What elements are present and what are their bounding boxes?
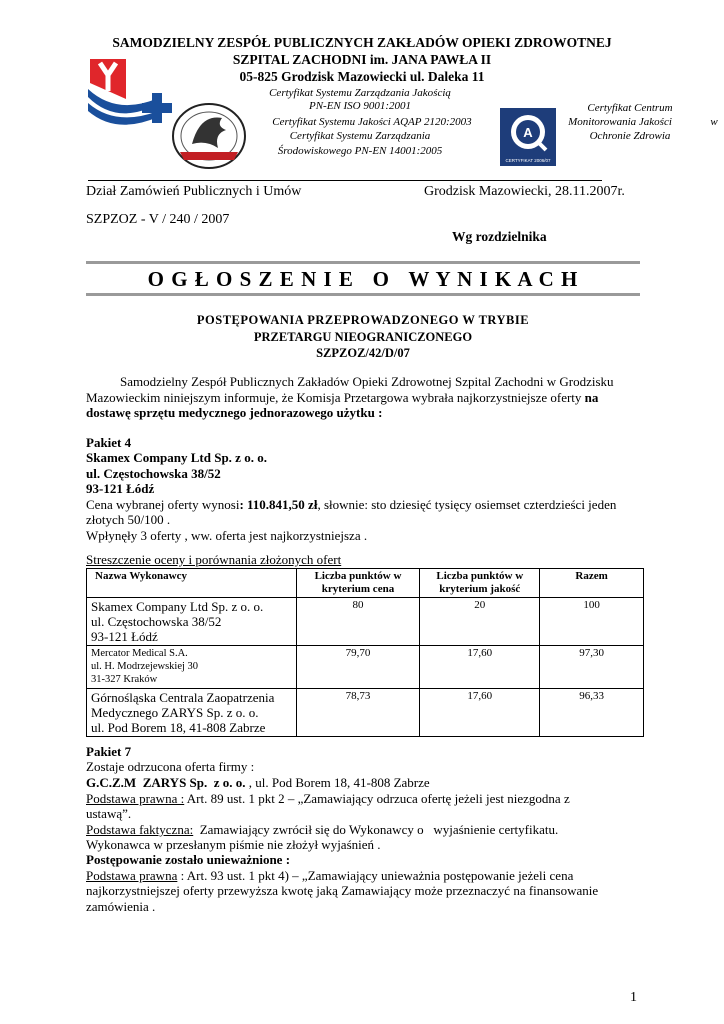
price-points-cell: 80 — [296, 598, 420, 646]
cert-cmj-line-2: Monitorowania Jakości — [568, 116, 672, 128]
cert-iso-9001-line-1: Certyfikat Systemu Zarządzania Jakością — [269, 87, 451, 99]
header-line-1: SAMODZIELNY ZESPÓŁ PUBLICZNYCH ZAKŁADÓW OPIEKI ZDROWOTNEJ — [112, 35, 612, 50]
hospital-logo — [86, 55, 178, 135]
cert-aqap: Certyfikat Systemu Jakości AQAP 2120:2003 — [272, 116, 472, 128]
pkg7-annulled: Postępowanie zostało unieważnione : — [86, 852, 291, 867]
cert-iso-9001-line-2: PN-EN ISO 9001:2001 — [308, 100, 412, 112]
header-price-points: Liczba punktów w kryterium cena — [296, 569, 420, 598]
subtitle-line-2: PRZETARGU NIEOGRANICZONEGO — [253, 330, 473, 344]
pkg7-firm: G.C.Z.M ZARYS Sp. z o. o. , ul. Pod Borem 18, 41-808 Zabrze — [86, 775, 430, 790]
pkg7-annul-legal-basis: Podstawa prawna : Art. 93 ust. 1 pkt 4) – „Zamawiający unieważnia postępowanie jeżeli cena — [86, 868, 574, 883]
page-number: 1 — [630, 990, 637, 1005]
total-cell: 97,30 — [540, 646, 644, 689]
contractor-cell: Górnośląska Centrala Zaopatrzenia Medycznego ZARYS Sp. z o. o. ul. Pod Borem 18, 41-808 Zabrze — [87, 689, 297, 737]
price-points-cell: 78,73 — [296, 689, 420, 737]
header-separator — [88, 180, 602, 181]
subtitle-line-1: POSTĘPOWANIA PRZEPROWADZONEGO W TRYBIE — [196, 313, 530, 327]
pkg7-rejected: Zostaje odrzucona oferta firmy : — [86, 759, 255, 774]
title-rule-top — [86, 261, 640, 264]
header-quality-points: Liczba punktów w kryterium jakość — [420, 569, 540, 598]
header-total: Razem — [540, 569, 644, 598]
quality-points-cell: 20 — [420, 598, 540, 646]
quality-points-cell: 17,60 — [420, 689, 540, 737]
pkg7-legal-basis-2: ustawą”. — [86, 806, 132, 821]
table-row — [87, 689, 644, 737]
cert-cmj-line-2-tail: w — [710, 116, 718, 128]
quality-points-cell: 17,60 — [420, 646, 540, 689]
intro-line-3: dostawę sprzętu medycznego jednorazowego użytku : — [86, 405, 383, 420]
results-table — [86, 568, 644, 737]
pkg4-street: ul. Częstochowska 38/52 — [86, 466, 221, 481]
cmj-certificate-badge — [500, 108, 556, 166]
pkg7-annul-legal-basis-3: zamówienia . — [86, 899, 156, 914]
subtitle-line-3: SZPZOZ/42/D/07 — [316, 346, 410, 360]
pkg7-factual-basis-2: Wykonawca w przesłanym piśmie nie złożył wyjaśnień . — [86, 837, 381, 852]
price-points-cell: 79,70 — [296, 646, 420, 689]
department: Dział Zamówień Publicznych i Umów — [86, 184, 302, 199]
header-line-3: 05-825 Grodzisk Mazowiecki ul. Daleka 11 — [239, 69, 485, 84]
table-caption: Streszczenie oceny i porównania złożonych ofert — [86, 552, 342, 567]
pkg4-title: Pakiet 4 — [86, 435, 132, 450]
pkg4-company: Skamex Company Ltd Sp. z o. o. — [86, 450, 267, 465]
contractor-cell: Skamex Company Ltd Sp. z o. o. ul. Częstochowska 38/52 93-121 Łódź — [87, 598, 297, 646]
cert-env-line-2: Środowiskowego PN-EN 14001:2005 — [277, 145, 443, 157]
cert-cmj-line-3: Ochronie Zdrowia — [589, 130, 671, 142]
intro-line-1: Samodzielny Zespół Publicznych Zakładów Opieki Zdrowotnej Szpital Zachodni w Grodzisku — [120, 374, 614, 389]
pkg4-offers: Wpłynęły 3 oferty , ww. oferta jest najkorzystniejsza . — [86, 528, 368, 543]
pkg4-price-words-2: złotych 50/100 . — [86, 512, 171, 527]
svg-text:A: A — [523, 125, 533, 140]
contractor-cell: Mercator Medical S.A. ul. H. Modrzejewskiej 30 31-327 Kraków — [87, 646, 297, 689]
table-header-row — [87, 569, 644, 598]
pkg7-factual-basis: Podstawa faktyczna: Zamawiający zwrócił się do Wykonawcy o wyjaśnienie certyfikatu. — [86, 822, 559, 837]
cert-env-line-1: Certyfikat Systemu Zarządzania — [289, 130, 431, 142]
place-date: Grodzisk Mazowiecki, 28.11.2007r. — [424, 184, 625, 199]
header-contractor: Nazwa Wykonawcy — [87, 569, 297, 598]
pkg7-legal-basis: Podstawa prawna : Art. 89 ust. 1 pkt 2 – „Zamawiający odrzuca ofertę jeżeli jest niezgodna z — [86, 791, 570, 806]
distribution: Wg rozdzielnika — [452, 229, 547, 244]
pkg4-price: Cena wybranej oferty wynosi: 110.841,50 zł, słownie: sto dziesięć tysięcy osiemset czterdzieści jeden — [86, 497, 617, 512]
badge-caption: CERTYFIKAT 2006/07 — [505, 158, 551, 163]
pkg7-annul-legal-basis-2: najkorzystniejszej oferty przewyższa kwotę jaką Zamawiający może przeznaczyć na finansowanie — [86, 883, 599, 898]
table-row — [87, 598, 644, 646]
total-cell: 100 — [540, 598, 644, 646]
intro-line-2: Mazowieckim niniejszym informuje, że Komisja Przetargowa wybrała najkorzystniejsze oferty na — [86, 390, 599, 405]
cert-cmj-line-1: Certyfikat Centrum — [587, 102, 673, 114]
pkg4-city: 93-121 Łódź — [86, 481, 155, 496]
military-seal — [170, 100, 248, 172]
table-row — [87, 646, 644, 689]
total-cell: 96,33 — [540, 689, 644, 737]
reference-number: SZPZOZ - V / 240 / 2007 — [86, 212, 230, 227]
title-rule-bottom — [86, 293, 640, 296]
header-line-2: SZPITAL ZACHODNI im. JANA PAWŁA II — [232, 52, 492, 67]
page-title: O G Ł O S Z E N I E O W Y N I K A C H — [147, 267, 579, 291]
pkg7-title: Pakiet 7 — [86, 744, 132, 759]
